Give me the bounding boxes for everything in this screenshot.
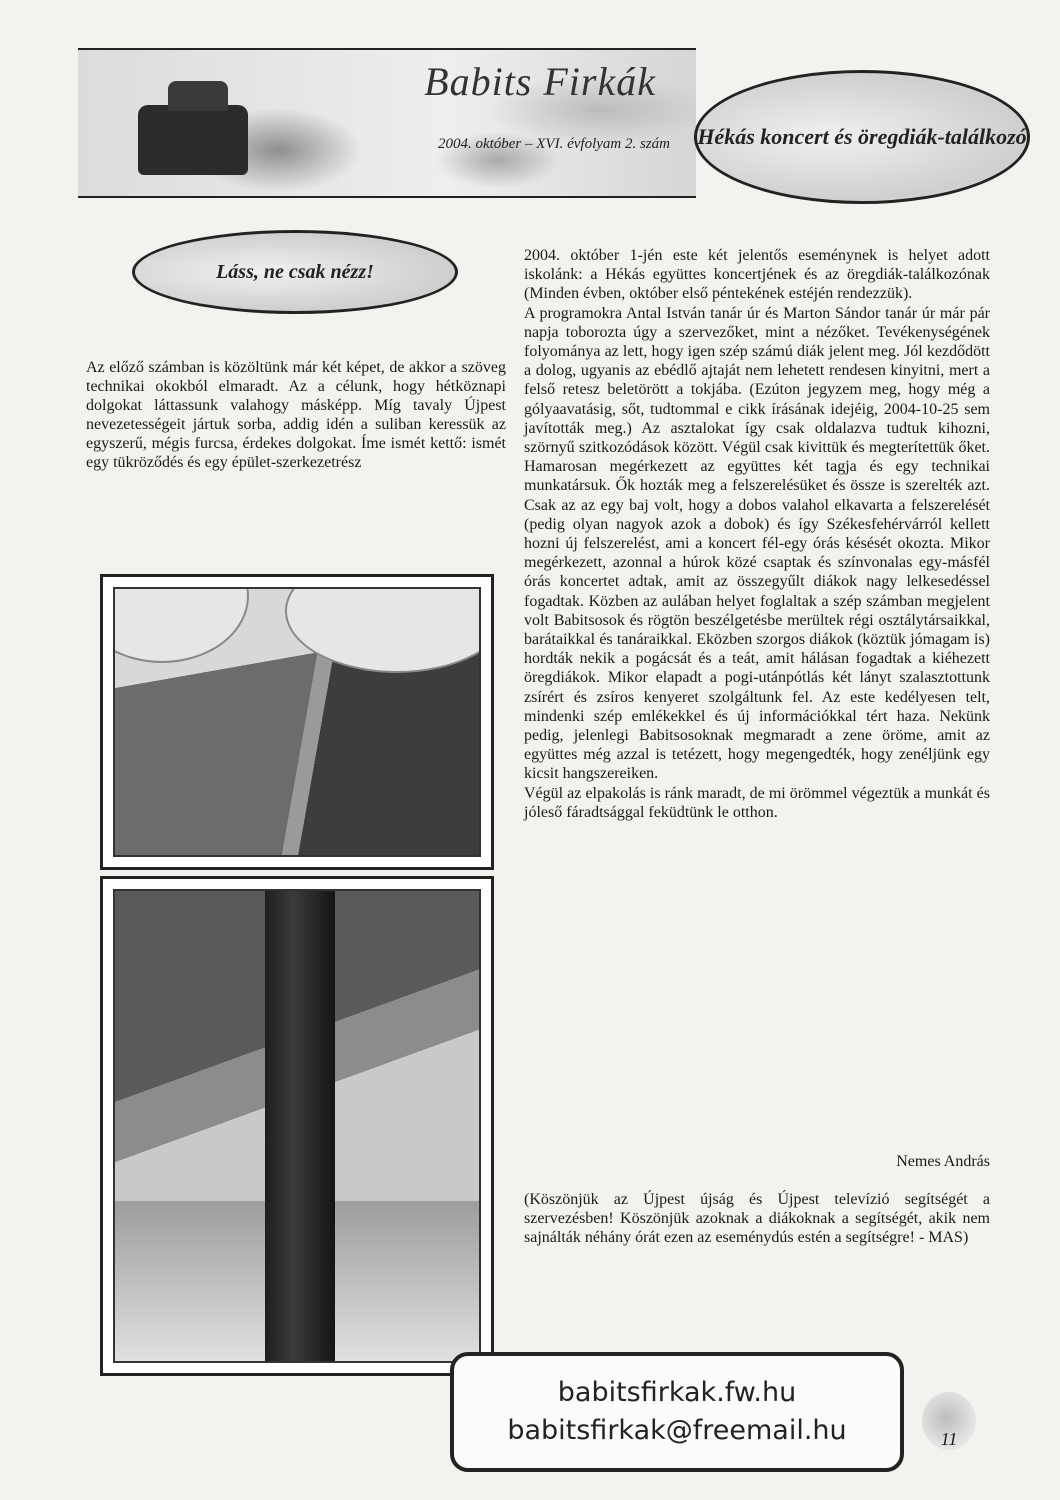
page-number: 11: [940, 1429, 958, 1449]
article-header-oval: [694, 70, 1030, 204]
sidebar-header: Láss, ne csak nézz!: [216, 260, 374, 283]
masthead-title: Babits Firkák: [424, 59, 656, 104]
photo-reflection-frame: [100, 574, 494, 870]
left-column: [86, 358, 506, 472]
article-paragraph: 2004. október 1-jén este két jelentős eseménynek is helyet adott iskolánk: a Hékás együttes koncertjének és az öregdiák-találkozónak (Minden évben, október első péntekének estéjén rendezzük).: [524, 247, 990, 303]
left-intro-text: Az előző számban is közöltünk már két képet, de akkor a szöveg technikai okokból elmaradt. Az a célunk, hogy hétköznapi dolgokat láttassunk valahogy másképp. Míg tavaly Újpest nevezetességeit jártuk sorba, addig idén a suliban keressük az egyszerű, mégis furcsa, érdekes dolgokat. Íme ismét kettő: ismét egy tükröződés és egy épület-szerkezetrész: [86, 359, 506, 471]
email-link[interactable]: babitsfirkak@freemail.hu: [507, 1415, 847, 1446]
sidebar-header-oval: [132, 230, 458, 314]
article-header: Hékás koncert és öregdiák-találkozó: [697, 124, 1027, 149]
article-paragraph: Végül az elpakolás is ránk maradt, de mi örömmel végeztük a munkát és jóleső fáradtsággal feküdtünk le otthon.: [524, 784, 990, 821]
photo-structure: [113, 889, 481, 1363]
article-paragraph: A programokra Antal István tanár úr és Marton Sándor tanár úr már pár napja toborozta úgy a szervezőket, mint a nézőket. Tevékenységének folyománya az lett, hogy igen szép számú diák jelent meg. Jól kezdődött a dolog, ugyanis az ebédlő ajtaját nem lehetett rendesen kinyitni, mert a felső retesz beletörött a tokjába. (Ezúton jegyzem meg, hogy még a gólyaavatásig, sőt, tudtommal e cikk írásának idejéig, 2004-10-25 sem javították meg.) Az asztalokat így csak oldalazva tudtuk kihozni, szörnyű szitkozódások között. Végül csak kivittük és megterítettük őket. Hamarosan megérkezett az együttes két tagja és egy technikai munkatársuk. Ők hozták meg a felszerelésüket és össze is szerelték azt. Csak az az egy baj volt, hogy a dobos valahol elkavarta a felszerelését (pedig olyan nagyok azok a dobok) és így Székesfehérvárról kellett hozni új felszerelést, ami a koncert fél-egy órás késését okozta. Mikor megérkezett, azonnal a húrok közé csaptak és színvonalas egy-másfél órás koncertet adtak, amit az összegyűlt diákok nagy lelkesedéssel fogadtak. Közben az aulában helyet foglaltak a szép számban megjelent volt Babitsosok és rögtön beszélgetésbe merültek régi osztálytársaikkal, barátaikkal és tanáraikkal. Eközben szorgos diákok (köztük jómagam is) hordták nekik a pogácsát és a teát, amit hálásan fogadtak a kiéhezett öregdiákok. Mikor elapadt a pogi-utánpótlás két lányt szalasztottunk zsírért és zsíros kenyeret szolgáltunk fel. Az este kedélyesen telt, mindenki szép emlékekkel és új információkkal tért haza. Nekünk pedig, jelenlegi Babitsosoknak megmaradt a zene öröme, amit az együttes még azzal is tetézett, hogy megengedték, hogy zenéljünk egy kicsit hangszereiken.: [524, 304, 990, 783]
photo-structure-frame: [100, 876, 494, 1376]
reflection-disk-right: [285, 587, 481, 673]
contact-box: [450, 1352, 904, 1472]
article-author: Nemes András: [896, 1153, 990, 1170]
camera-illustration: [138, 105, 248, 175]
reflection-disk-left: [113, 587, 249, 663]
photo-pillar: [265, 891, 335, 1361]
masthead-banner: [78, 48, 696, 198]
masthead-subtitle: 2004. október – XVI. évfolyam 2. szám: [437, 136, 670, 152]
page-number-badge: [922, 1392, 976, 1450]
website-link[interactable]: babitsfirkak.fw.hu: [557, 1377, 797, 1408]
thanks-note: (Köszönjük az Újpest újság és Újpest televízió segítségét a szervezésben! Köszönjük azoknak a diákoknak a segítségét, akik nem sajnálták néhány órát ezen az eseménydús estén a segítségre! - MAS): [524, 1191, 990, 1247]
photo-reflection: [113, 587, 481, 857]
article-body: [524, 246, 990, 822]
